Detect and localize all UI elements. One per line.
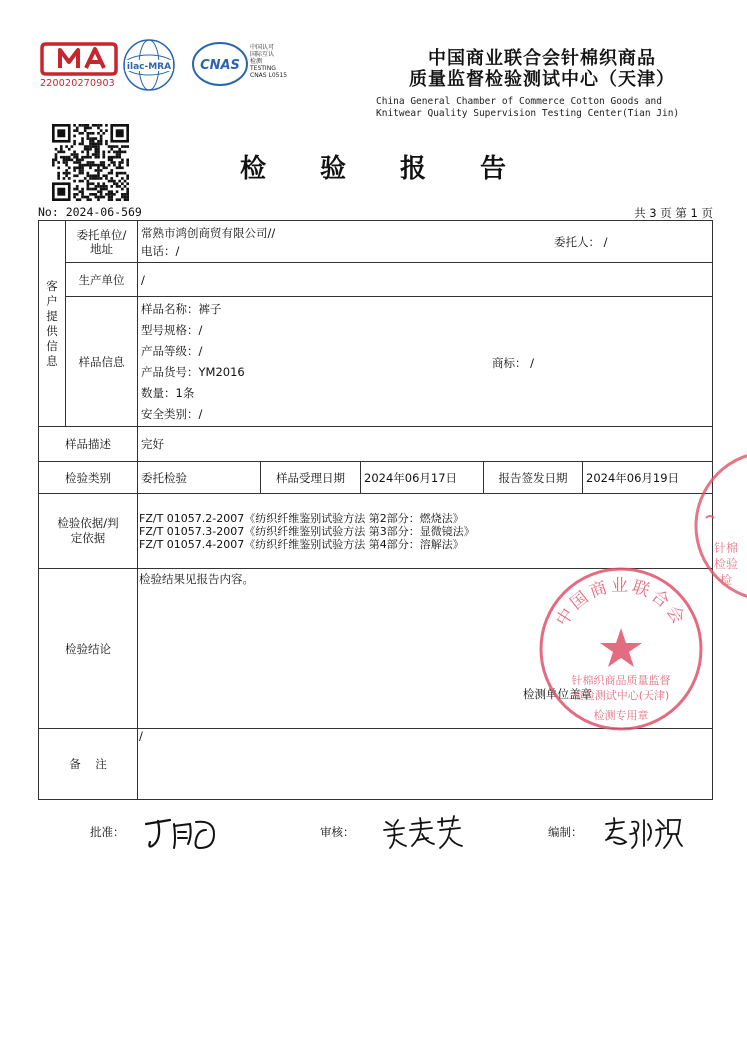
edge-seal-line1: 针棉 <box>714 541 739 555</box>
manufacturer-value: / <box>138 263 713 297</box>
trademark: 商标： / <box>492 356 535 370</box>
sample-line: 产品等级：/ <box>141 343 203 358</box>
stamp-note: 检测单位盖章 <box>523 687 592 701</box>
cnas-line: 中国认可 <box>250 44 275 51</box>
org-name-cn-line1: 中国商业联合会针棉织商品 <box>428 48 656 69</box>
received-date-value: 2024年06月17日 <box>361 462 484 494</box>
basis-standard: FZ/T 01057.3-2007《纺织纤维鉴别试验方法 第3部分：显微镜法》 <box>139 524 475 538</box>
basis-standard: FZ/T 01057.2-2007《纺织纤维鉴别试验方法 第2部分：燃烧法》 <box>139 511 464 525</box>
title-char: 检 <box>240 154 267 184</box>
official-seal <box>538 566 704 732</box>
prepare-signature <box>600 812 684 852</box>
sample-line: 样品名称：裤子 <box>141 301 222 316</box>
issue-date-label: 报告签发日期 <box>484 462 583 494</box>
edge-seal-line2: 检验 <box>714 557 739 571</box>
client-phone: 电话：/ <box>141 243 180 258</box>
cnas-logo <box>192 42 292 86</box>
cnas-line: TESTING <box>250 65 276 72</box>
prepare-label: 编制： <box>548 825 583 839</box>
seal-top-text: 中国商业联合会 <box>552 576 690 630</box>
consigner: 委托人： / <box>554 235 608 249</box>
inspection-type-label: 检验类别 <box>39 462 138 494</box>
sample-line: 产品货号：YM2016 <box>141 364 245 379</box>
cnas-line: 国际互认 <box>250 51 275 58</box>
manufacturer-label: 生产单位 <box>66 263 138 297</box>
cma-number: 220020270903 <box>40 78 115 89</box>
seal-line1: 针棉织商品质量监督 <box>571 674 671 687</box>
remarks-value: / <box>138 729 713 800</box>
sample-desc-value: 完好 <box>138 427 713 462</box>
edge-seal <box>690 446 747 606</box>
report-number: No: 2024-06-569 <box>38 205 142 219</box>
cnas-text: CNAS <box>200 58 240 73</box>
remarks-label: 备 注 <box>39 729 138 800</box>
client-value: 常熟市鸿创商贸有限公司// <box>141 225 276 240</box>
approve-signature <box>140 810 220 854</box>
org-name-en-line2: Knitwear Quality Supervision Testing Center(Tian Jin) <box>376 108 680 119</box>
customer-info-label: 客户提供信息 <box>39 221 66 427</box>
basis-standard: FZ/T 01057.4-2007《纺织纤维鉴别试验方法 第4部分：溶解法》 <box>139 537 464 551</box>
received-date-label: 样品受理日期 <box>261 462 361 494</box>
sample-desc-label: 样品描述 <box>39 427 138 462</box>
sample-line: 型号规格：/ <box>141 322 203 337</box>
seal-line2: 检验测试中心(天津) <box>572 689 670 702</box>
approve-label: 批准： <box>90 825 125 839</box>
qr-code <box>52 124 129 201</box>
edge-seal-line3: 检 <box>720 573 733 587</box>
sample-line: 数量：1条 <box>141 385 195 400</box>
org-name-en-line1: China General Chamber of Commerce Cotton Goods and <box>376 96 662 107</box>
inspection-type-value: 委托检验 <box>138 462 261 494</box>
sample-info-cell <box>138 297 713 427</box>
conclusion-value: 检验结果见报告内容。 <box>139 572 254 586</box>
sample-line: 安全类别：/ <box>141 406 203 421</box>
page-count: 共 3 页 第 1 页 <box>634 206 713 220</box>
sample-info-label: 样品信息 <box>66 297 138 427</box>
review-signature <box>380 812 464 852</box>
cnas-line: 检测 <box>250 58 263 65</box>
ilac-mra-logo <box>122 38 176 92</box>
org-name-cn-line2: 质量监督检验测试中心（天津） <box>409 69 675 90</box>
client-label: 委托单位/地址 <box>66 221 138 263</box>
review-label: 审核： <box>320 825 355 839</box>
client-cell <box>138 221 713 263</box>
basis-label: 检验依据/判定依据 <box>39 494 138 569</box>
cnas-line: CNAS L0515 <box>250 72 288 79</box>
title-char: 验 <box>320 154 347 184</box>
ilac-text: ilac-MRA <box>126 62 172 72</box>
basis-cell <box>138 494 713 569</box>
title-char: 报 <box>400 154 427 184</box>
conclusion-label: 检验结论 <box>39 569 138 729</box>
title-char: 告 <box>480 154 507 184</box>
issue-date-value: 2024年06月19日 <box>583 462 713 494</box>
seal-line3: 检测专用章 <box>593 709 649 722</box>
